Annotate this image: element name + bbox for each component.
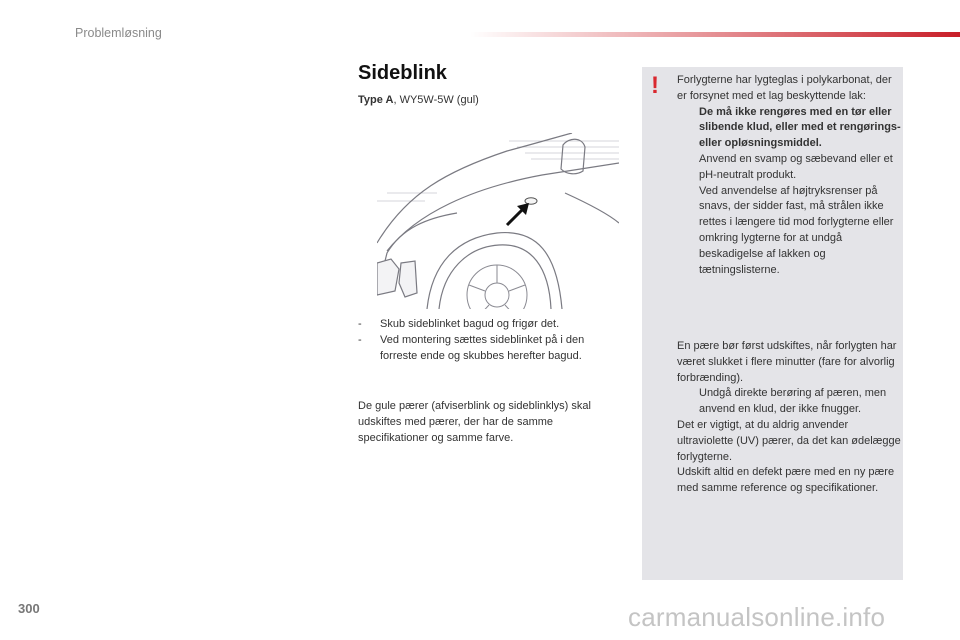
warning-icon: !: [651, 72, 659, 99]
page-number: 300: [18, 601, 40, 616]
warning-item: [677, 152, 901, 184]
warning-block-lens: [677, 73, 901, 278]
header-accent-bar: [470, 32, 960, 37]
replace-note: Udskift altid en defekt pære med en ny pære med samme reference og specifikationer.: [677, 466, 895, 495]
bulb-item: [677, 386, 901, 418]
bulb-item-text: Undgå direkte berøring af pæren, men anvend en klud, der ikke fnugger.: [699, 387, 887, 416]
bulb-intro: En pære bør først udskiftes, når forlygten har været slukket i flere minutter (fare for alvorlig forbrænding).: [677, 340, 897, 384]
steps-list: [358, 316, 618, 364]
step-item: [358, 316, 618, 332]
warning-item-text: Ved anvendelse af højtryksrenser på snavs, der sidder fast, må strålen ikke rettes i længere tid mod forlygterne eller omkring lygterne for at undgå beskadigelse af lakken og tætningslisterne.: [699, 184, 894, 276]
bulb-note: De gule pærer (afviserblink og sideblinklys) skal udskiftes med pærer, der har de samme specifikationer og samme farve.: [358, 400, 591, 444]
step-text: Ved montering sættes sideblinket på i den forreste ende og skubbes herefter bagud.: [380, 334, 585, 362]
warning-item: [677, 184, 901, 279]
warning-item-text: De må ikke rengøres med en tør eller slibende klud, eller med et rengørings- eller opløsningsmiddel.: [699, 105, 901, 150]
watermark: carmanualsonline.info: [628, 602, 886, 632]
section-title: Problemløsning: [75, 26, 162, 40]
bulb-type-line: [358, 94, 479, 106]
car-front-wing-illustration: [377, 133, 619, 309]
step-text: Skub sideblinket bagud og frigør det.: [380, 318, 560, 330]
warning-block-bulb: [677, 339, 901, 497]
warning-item-text: Anvend en svamp og sæbevand eller et pH-neutralt produkt.: [699, 152, 893, 181]
warning-item: [677, 105, 901, 152]
step-item: [358, 332, 618, 364]
step-marker: -: [358, 334, 362, 346]
step-marker: -: [358, 318, 362, 330]
bulb-list: [677, 386, 901, 418]
warning-intro: Forlygterne har lygteglas i polykarbonat, der er forsynet med et lag beskyttende lak:: [677, 74, 892, 102]
bulb-type-value: , WY5W-5W (gul): [393, 94, 479, 106]
uv-note: Det er vigtigt, at du aldrig anvender ultraviolette (UV) pærer, da det kan ødelægge forlygterne.: [677, 418, 901, 463]
page-heading: Sideblink: [358, 62, 447, 84]
warning-list: [677, 105, 901, 279]
bulb-type-label: Type A: [358, 94, 394, 106]
